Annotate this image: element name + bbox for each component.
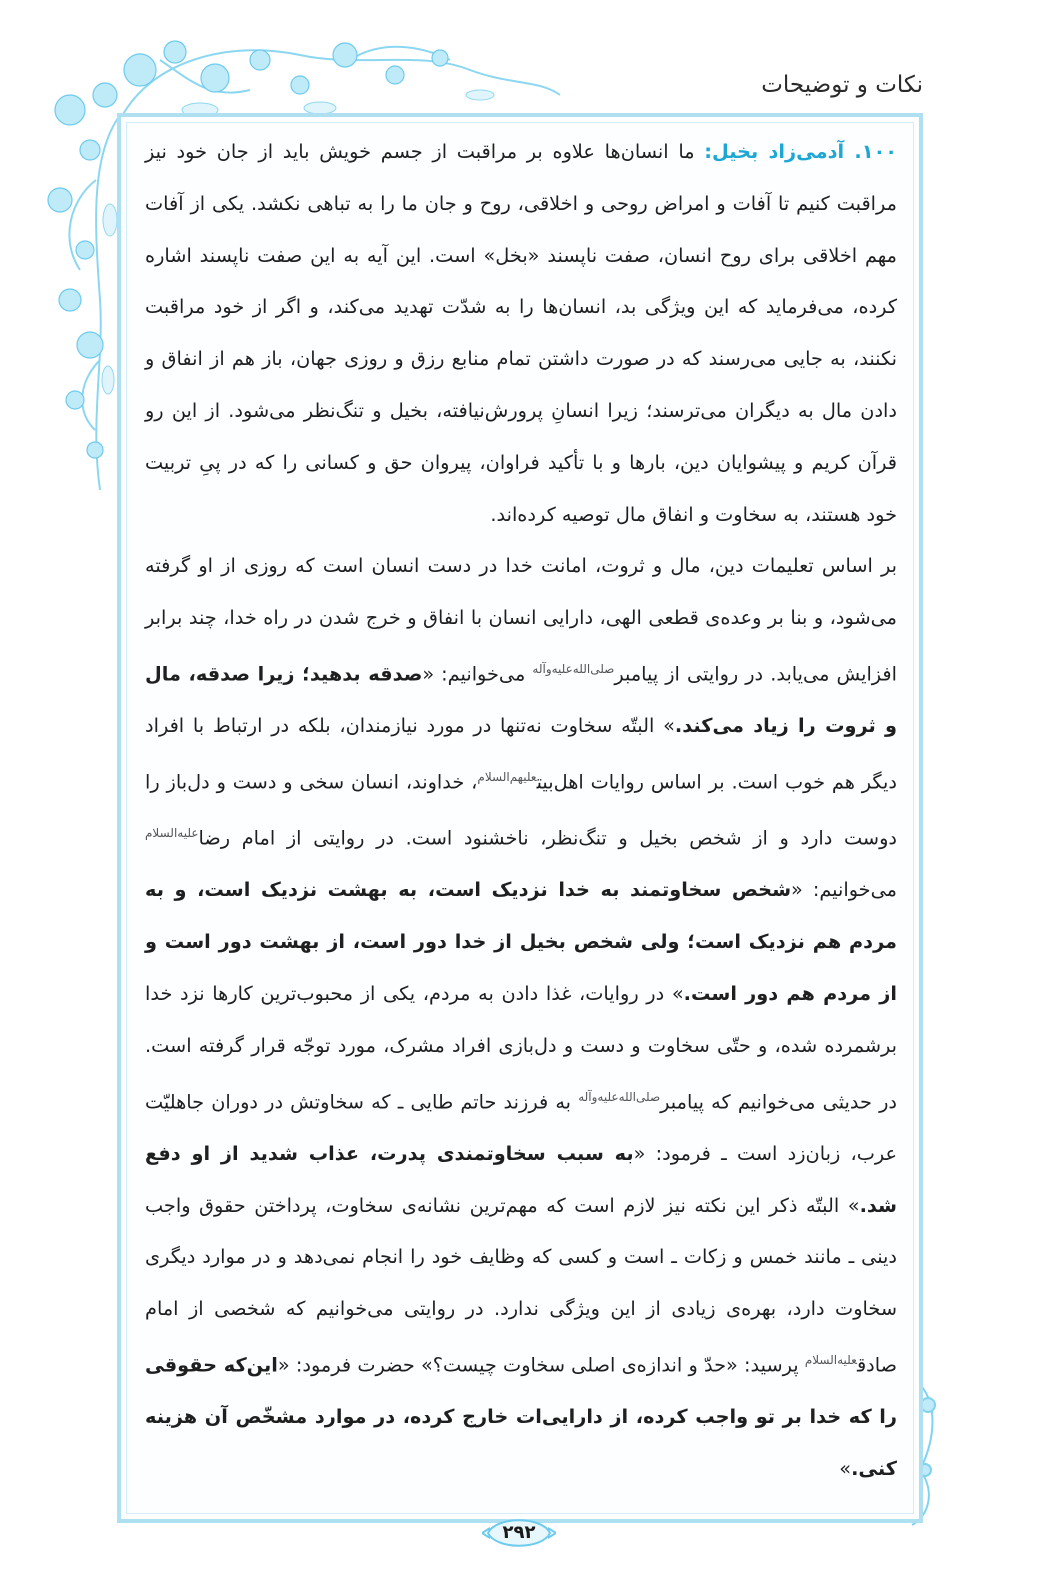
page-number: ۲۹۲ (502, 1522, 536, 1543)
text-run: به فرزند حاتم طایی ـ که سخاوتش در دوران جاهلیّت عرب، زبان‌زد است ـ فرمود: « (145, 1090, 898, 1165)
honorific-mark: علیه‌السلام (145, 826, 199, 841)
emphasis-text: صدقه بدهید؛ زیرا صدقه، مال و ثروت را زیاد می‌کند. (145, 662, 897, 738)
text-run: » البتّه ذکر این نکته نیز لازم است که مهم‌ترین نشانه‌ی سخاوت، پرداختن حقوق واجب دینی ـ مانند خمس و زکات ـ است و کسی که وظایف خود را انجام نمی‌دهد و در موارد دیگری سخاوت دارد، بهره‌ی زیادی از این ویژگی ندارد. در روایتی می‌خوانیم که شخصی از امام صادق (145, 1193, 897, 1377)
section-title: نکات و توضیحات (761, 72, 923, 98)
emphasis-text: این‌که حقوقی را که خدا بر تو واجب کرده، از دارایی‌ات خارج کرده، در موارد مشخّص آن هزینه کنی. (145, 1353, 897, 1481)
text-run: پرسید: «حدّ و اندازه‌ی اصلی سخاوت چیست؟» حضرت فرمود: « (277, 1353, 805, 1377)
text-run: » (839, 1457, 852, 1481)
text-run: » البتّه سخاوت نه‌تنها در مورد نیازمندان، بلکه در ارتباط با افراد دیگر هم خوب است. بر اساس روایات اهل‌بیت (145, 714, 897, 794)
paragraph (145, 540, 897, 1494)
paragraph (145, 126, 897, 540)
body-text (145, 126, 897, 1495)
text-run: می‌خوانیم: « (791, 878, 897, 902)
honorific-mark: علیهم‌السلام (477, 769, 537, 784)
honorific-mark: صلی‌الله‌علیه‌وآله (578, 1089, 661, 1104)
emphasis-text: به سبب سخاوتمندی پدرت، عذاب شدید از او دفع شد. (145, 1141, 897, 1217)
honorific-mark: علیه‌السلام (804, 1353, 857, 1368)
emphasis-text: شخص سخاوتمند به خدا نزدیک است، به بهشت نزدیک است، و به مردم هم نزدیک است؛ ولی شخص بخیل از خدا دور است، از بهشت دور است و از مردم هم دور است. (145, 878, 898, 1006)
text-run: » در روایات، غذا دادن به مردم، یکی از محبوب‌ترین کارها نزد خدا برشمرده شده، و حتّی سخاوت و دست و دل‌بازی افراد مشرک، مورد توجّه قرار گرفته است. در حدیثی می‌خوانیم که پیامبر (145, 982, 897, 1114)
text-run: می‌خوانیم: « (422, 662, 533, 686)
honorific-mark: صلی‌الله‌علیه‌وآله (532, 661, 615, 676)
text-run: ، خداوند، انسان سخی و دست و دل‌باز را دوست دارد و از شخص بخیل و تنگ‌نظر، ناخشنود است. در روایتی از امام رضا (145, 770, 897, 850)
page-number-badge (482, 1512, 556, 1554)
text-run: ما انسان‌ها علاوه بر مراقبت از جسم خویش باید از جان خود نیز مراقبت کنیم تا آفات و امراض روحی و اخلاقی، روح و جان ما را به تباهی نکشد. یکی از آفات مهم اخلاقی برای روح انسان، صفت ناپسند «بخل» است. این آیه به این صفت ناپسند اشاره کرده، می‌فرماید که این ویژگی بد، انسان‌ها را به شدّت تهدید می‌کند، و اگر از خود مراقبت نکنند، به جایی می‌رسند که در صورت داشتن تمام منابع رزق و روزی جهان، باز هم از انفاق و دادن مال به دیگران می‌ترسند؛ زیرا انسانِ پرورش‌نیافته، بخیل و تنگ‌نظر می‌شود. از این رو قرآن کریم و پیشوایان دین، بارها و با تأکید فراوان، پیروان حق و کسانی را که در پیِ تربیت خود هستند، به سخاوت و انفاق مال توصیه کرده‌اند. (145, 140, 897, 526)
text-run: بر اساس تعلیمات دین، مال و ثروت، امانت خدا در دست انسان است که روزی از او گرفته می‌شود، و بنا بر وعده‌ی قطعی الهی، دارایی انسان با انفاق و خرج شدن در راه خدا، چند برابر افزایش می‌یابد. در روایتی از پیامبر (145, 554, 898, 686)
emphasis-text: ۱۰۰. آدمی‌زاد بخیل: (704, 140, 898, 163)
